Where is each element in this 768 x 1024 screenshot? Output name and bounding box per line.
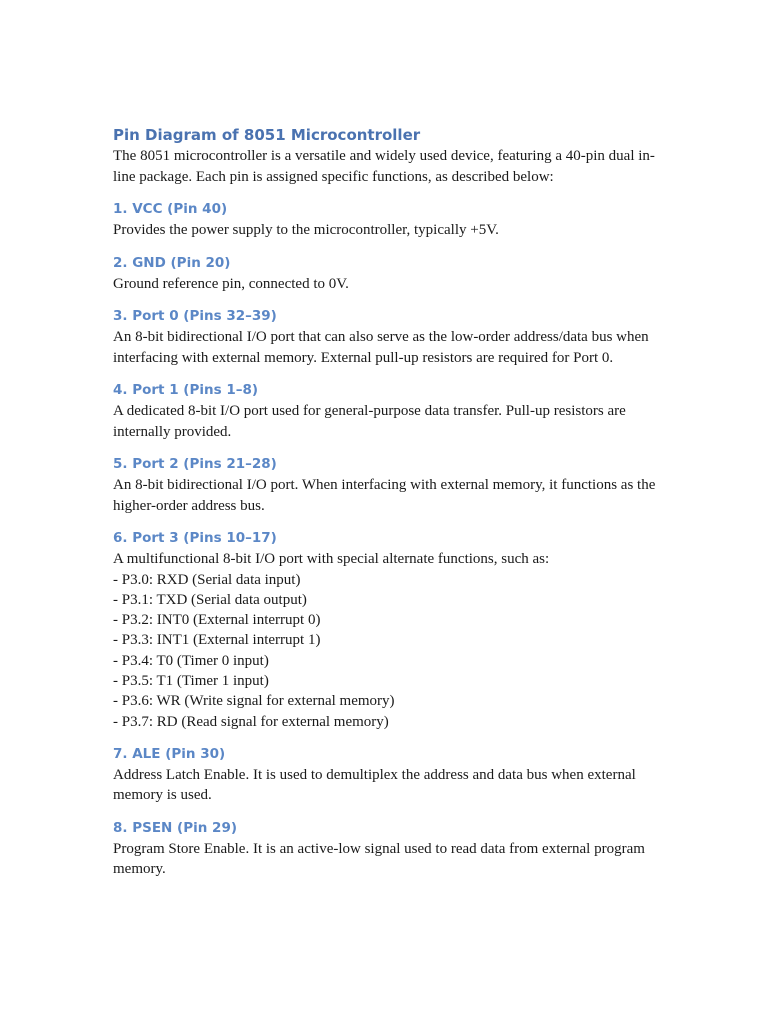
section-heading: 1. VCC (Pin 40) (113, 201, 228, 217)
list-item: - P3.3: INT1 (External interrupt 1) (113, 632, 321, 649)
section-port1 (113, 379, 658, 442)
section-heading: 6. Port 3 (Pins 10–17) (113, 530, 277, 546)
section-heading: 5. Port 2 (Pins 21–28) (113, 456, 277, 472)
page-title: Pin Diagram of 8051 Microcontroller (113, 126, 421, 144)
list-item: - P3.0: RXD (Serial data input) (113, 571, 301, 588)
section-body: A multifunctional 8-bit I/O port with special alternate functions, such as: (113, 551, 550, 567)
section-body: Address Latch Enable. It is used to demultiplex the address and data bus when external memory is used. (113, 766, 636, 804)
section-port3 (113, 527, 658, 732)
section-heading: 8. PSEN (Pin 29) (113, 819, 238, 836)
section-body: A dedicated 8-bit I/O port used for general-purpose data transfer. Pull-up resistors are internally provided. (113, 403, 626, 440)
section-heading: 2. GND (Pin 20) (113, 254, 231, 271)
list-item: - P3.4: T0 (Timer 0 input) (113, 652, 269, 669)
section-body: Ground reference pin, connected to 0V. (113, 275, 349, 292)
section-ale (113, 743, 658, 806)
section-port0 (113, 305, 658, 368)
list-item: - P3.2: INT0 (External interrupt 0) (113, 612, 321, 629)
section-psen (113, 817, 658, 880)
section-body: An 8-bit bidirectional I/O port that can also serve as the low-order address/data bus when interfacing with external memory. External pull-up resistors are required for Port 0. (113, 329, 649, 366)
section-heading: 7. ALE (Pin 30) (113, 745, 226, 762)
intro-paragraph: The 8051 microcontroller is a versatile and widely used device, featuring a 40-pin dual in-line package. Each pin is assigned specific functions, as described below: (113, 148, 655, 185)
section-gnd (113, 252, 658, 295)
document-page (113, 124, 658, 880)
section-body: Program Store Enable. It is an active-low signal used to read data from external program memory. (113, 840, 645, 878)
section-heading: 4. Port 1 (Pins 1–8) (113, 382, 259, 398)
section-vcc (113, 198, 658, 241)
list-item: - P3.6: WR (Write signal for external memory) (113, 693, 395, 710)
section-port2 (113, 453, 658, 516)
section-body: Provides the power supply to the microcontroller, typically +5V. (113, 222, 499, 238)
list-item: - P3.5: T1 (Timer 1 input) (113, 672, 269, 689)
list-item: - P3.7: RD (Read signal for external memory) (113, 713, 389, 730)
section-body: An 8-bit bidirectional I/O port. When interfacing with external memory, it functions as the higher-order address bus. (113, 477, 656, 514)
section-heading: 3. Port 0 (Pins 32–39) (113, 308, 277, 324)
port3-functions-list (113, 570, 658, 732)
list-item: - P3.1: TXD (Serial data output) (113, 591, 307, 608)
